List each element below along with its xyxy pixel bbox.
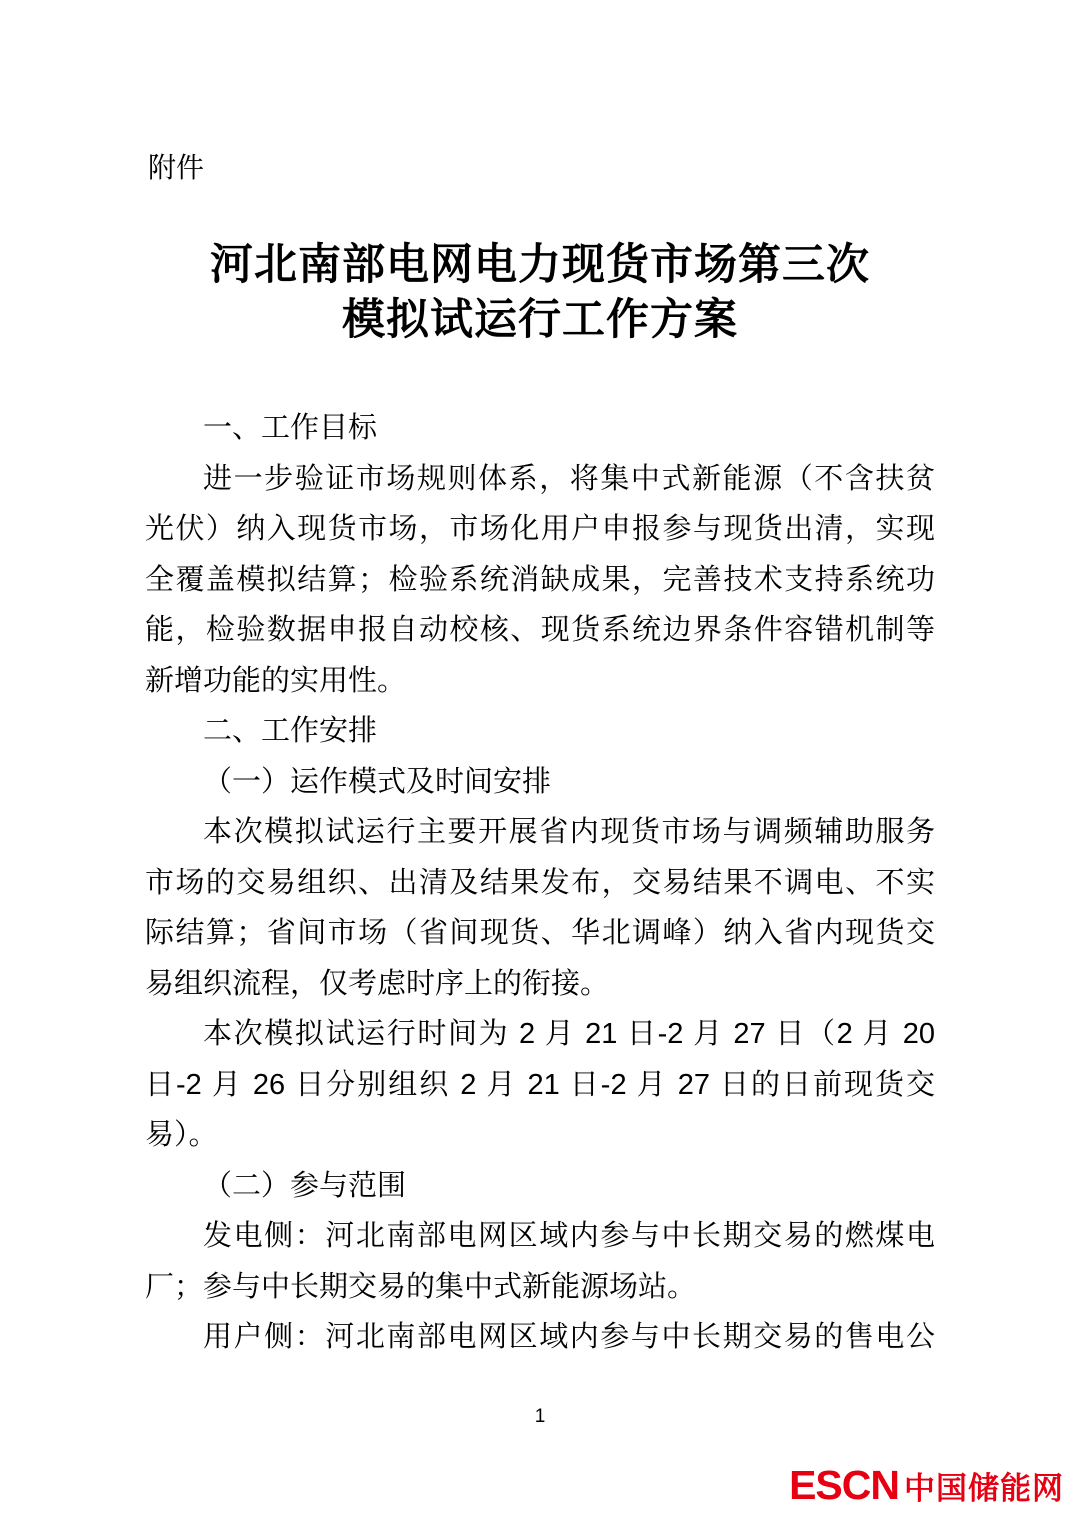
- body-line: 用户侧：河北南部电网区域内参与中长期交易的售电公: [203, 1321, 935, 1353]
- body-line: 进一步验证市场规则体系，将集中式新能源（不含扶贫: [203, 462, 935, 495]
- body-line: 易）。: [145, 1119, 218, 1151]
- body-line-subheading-1: （一）运作模式及时间安排: [203, 765, 552, 798]
- attachment-label: 附件: [148, 152, 205, 183]
- body-line: 能，检验数据申报自动校核、现货系统边界条件容错机制等: [145, 614, 935, 646]
- title-line-2: 模拟试运行工作方案: [342, 296, 738, 344]
- title-line-1: 河北南部电网电力现货市场第三次: [210, 241, 870, 289]
- body-line-subheading-2: （二）参与范围: [203, 1169, 407, 1202]
- body-line: 市场的交易组织、出清及结果发布，交易结果不调电、不实: [145, 866, 935, 899]
- document-body: [145, 403, 935, 1363]
- logo-text-cn: 中国储能网: [904, 1471, 1064, 1506]
- body-line: 易组织流程，仅考虑时序上的衔接。: [145, 967, 610, 1000]
- logo-text-escn: ESCN: [789, 1462, 899, 1508]
- document-title: [0, 238, 1080, 348]
- body-line: 本次模拟试运行主要开展省内现货市场与调频辅助服务: [203, 816, 935, 848]
- body-line: 光伏）纳入现货市场，市场化用户申报参与现货出清，实现: [145, 513, 935, 545]
- escn-watermark-logo: [789, 1462, 1064, 1509]
- body-line: 日-2 月 26 日分别组织 2 月 21 日-2 月 27 日的日前现货交: [145, 1068, 935, 1101]
- body-line: 际结算；省间市场（省间现货、华北调峰）纳入省内现货交: [145, 917, 935, 949]
- page-number: 1: [534, 1406, 546, 1427]
- body-line-heading-1: 一、工作目标: [203, 412, 378, 444]
- body-line: 本次模拟试运行时间为 2 月 21 日-2 月 27 日（2 月 20: [203, 1018, 935, 1050]
- body-line: 厂；参与中长期交易的集中式新能源场站。: [145, 1270, 697, 1303]
- body-line-heading-2: 二、工作安排: [203, 715, 378, 747]
- body-line: 全覆盖模拟结算；检验系统消缺成果，完善技术支持系统功: [145, 563, 935, 596]
- body-line: 新增功能的实用性。: [145, 664, 407, 697]
- body-line: 发电侧：河北南部电网区域内参与中长期交易的燃煤电: [203, 1220, 935, 1252]
